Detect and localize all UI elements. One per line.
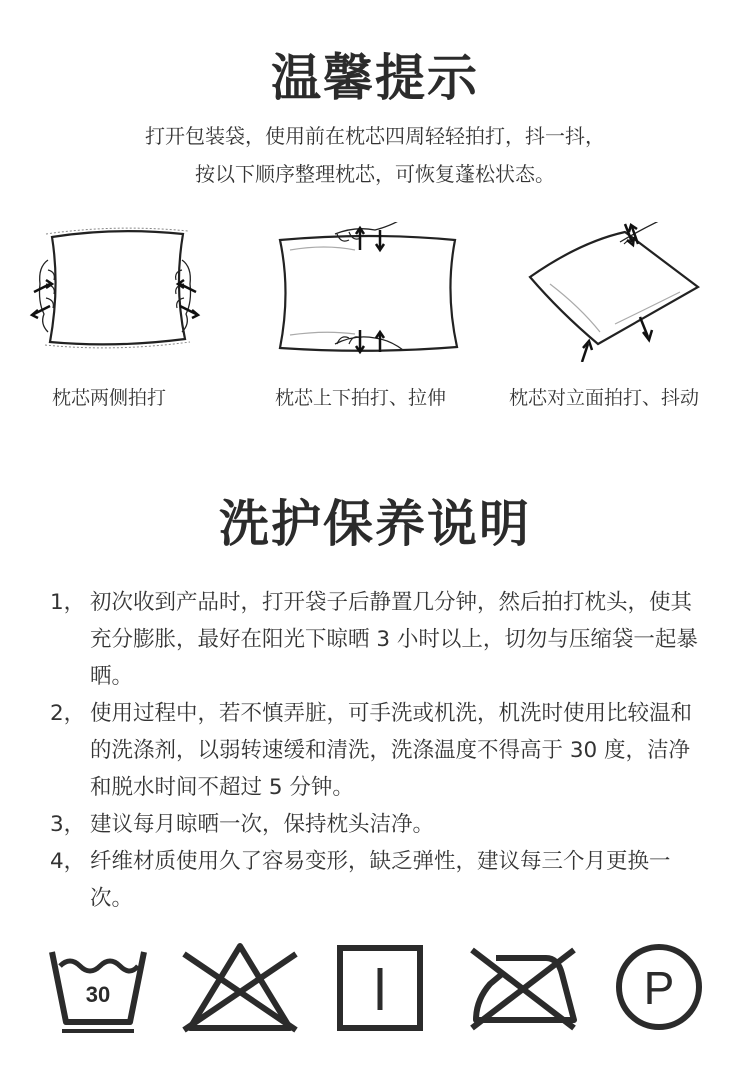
step-caption-1: 枕芯两侧拍打 <box>52 387 167 409</box>
step-side-pat-illustration <box>20 222 210 362</box>
care-item-number: 3， <box>50 812 86 837</box>
care-item-3 <box>50 806 710 843</box>
tips-title: 温馨提示 <box>271 49 479 107</box>
no-iron-icon <box>466 940 566 1035</box>
tips-intro-line1: 打开包装袋，使用前在枕芯四周轻轻拍打，抖一抖， <box>145 124 605 148</box>
care-title: 洗护保养说明 <box>219 495 531 553</box>
step-opposite-pat-illustration <box>520 222 710 362</box>
care-item-1 <box>50 584 710 695</box>
line-dry-icon <box>336 940 436 1035</box>
care-item-number: 1， <box>50 590 86 615</box>
care-item-text: 使用过程中，若不慎弄脏，可手洗或机洗，机洗时使用比较温和的洗涤剂，以弱转速缓和清洗，洗涤温度不得高于 30 度，洁净和脱水时间不超过 5 分钟。 <box>90 701 693 800</box>
care-item-text: 纤维材质使用久了容易变形，缺乏弹性，建议每三个月更换一次。 <box>90 849 671 911</box>
dryclean-p-icon <box>612 940 712 1035</box>
care-item-number: 2， <box>50 701 86 726</box>
no-bleach-icon <box>178 940 278 1035</box>
care-item-text: 建议每月晾晒一次，保持枕头洁净。 <box>90 812 435 837</box>
care-item-text: 初次收到产品时，打开袋子后静置几分钟，然后拍打枕头，使其充分膨胀，最好在阳光下晾晒 3 小时以上，切勿与压缩袋一起暴晒。 <box>90 590 698 689</box>
care-item-number: 4， <box>50 849 86 874</box>
care-list <box>50 584 710 917</box>
step-caption-3: 枕芯对立面拍打、抖动 <box>509 387 700 409</box>
step-caption-2: 枕芯上下拍打、拉伸 <box>275 387 447 409</box>
dryclean-letter: P <box>643 962 675 1014</box>
care-item-2 <box>50 695 710 806</box>
care-item-4 <box>50 843 710 917</box>
tips-intro-line2: 按以下顺序整理枕芯，可恢复蓬松状态。 <box>195 162 555 186</box>
step-top-bottom-pat-illustration <box>275 222 465 362</box>
tips-intro <box>0 117 750 193</box>
wash-30-icon <box>48 940 148 1035</box>
wash-temperature: 30 <box>85 982 111 1007</box>
